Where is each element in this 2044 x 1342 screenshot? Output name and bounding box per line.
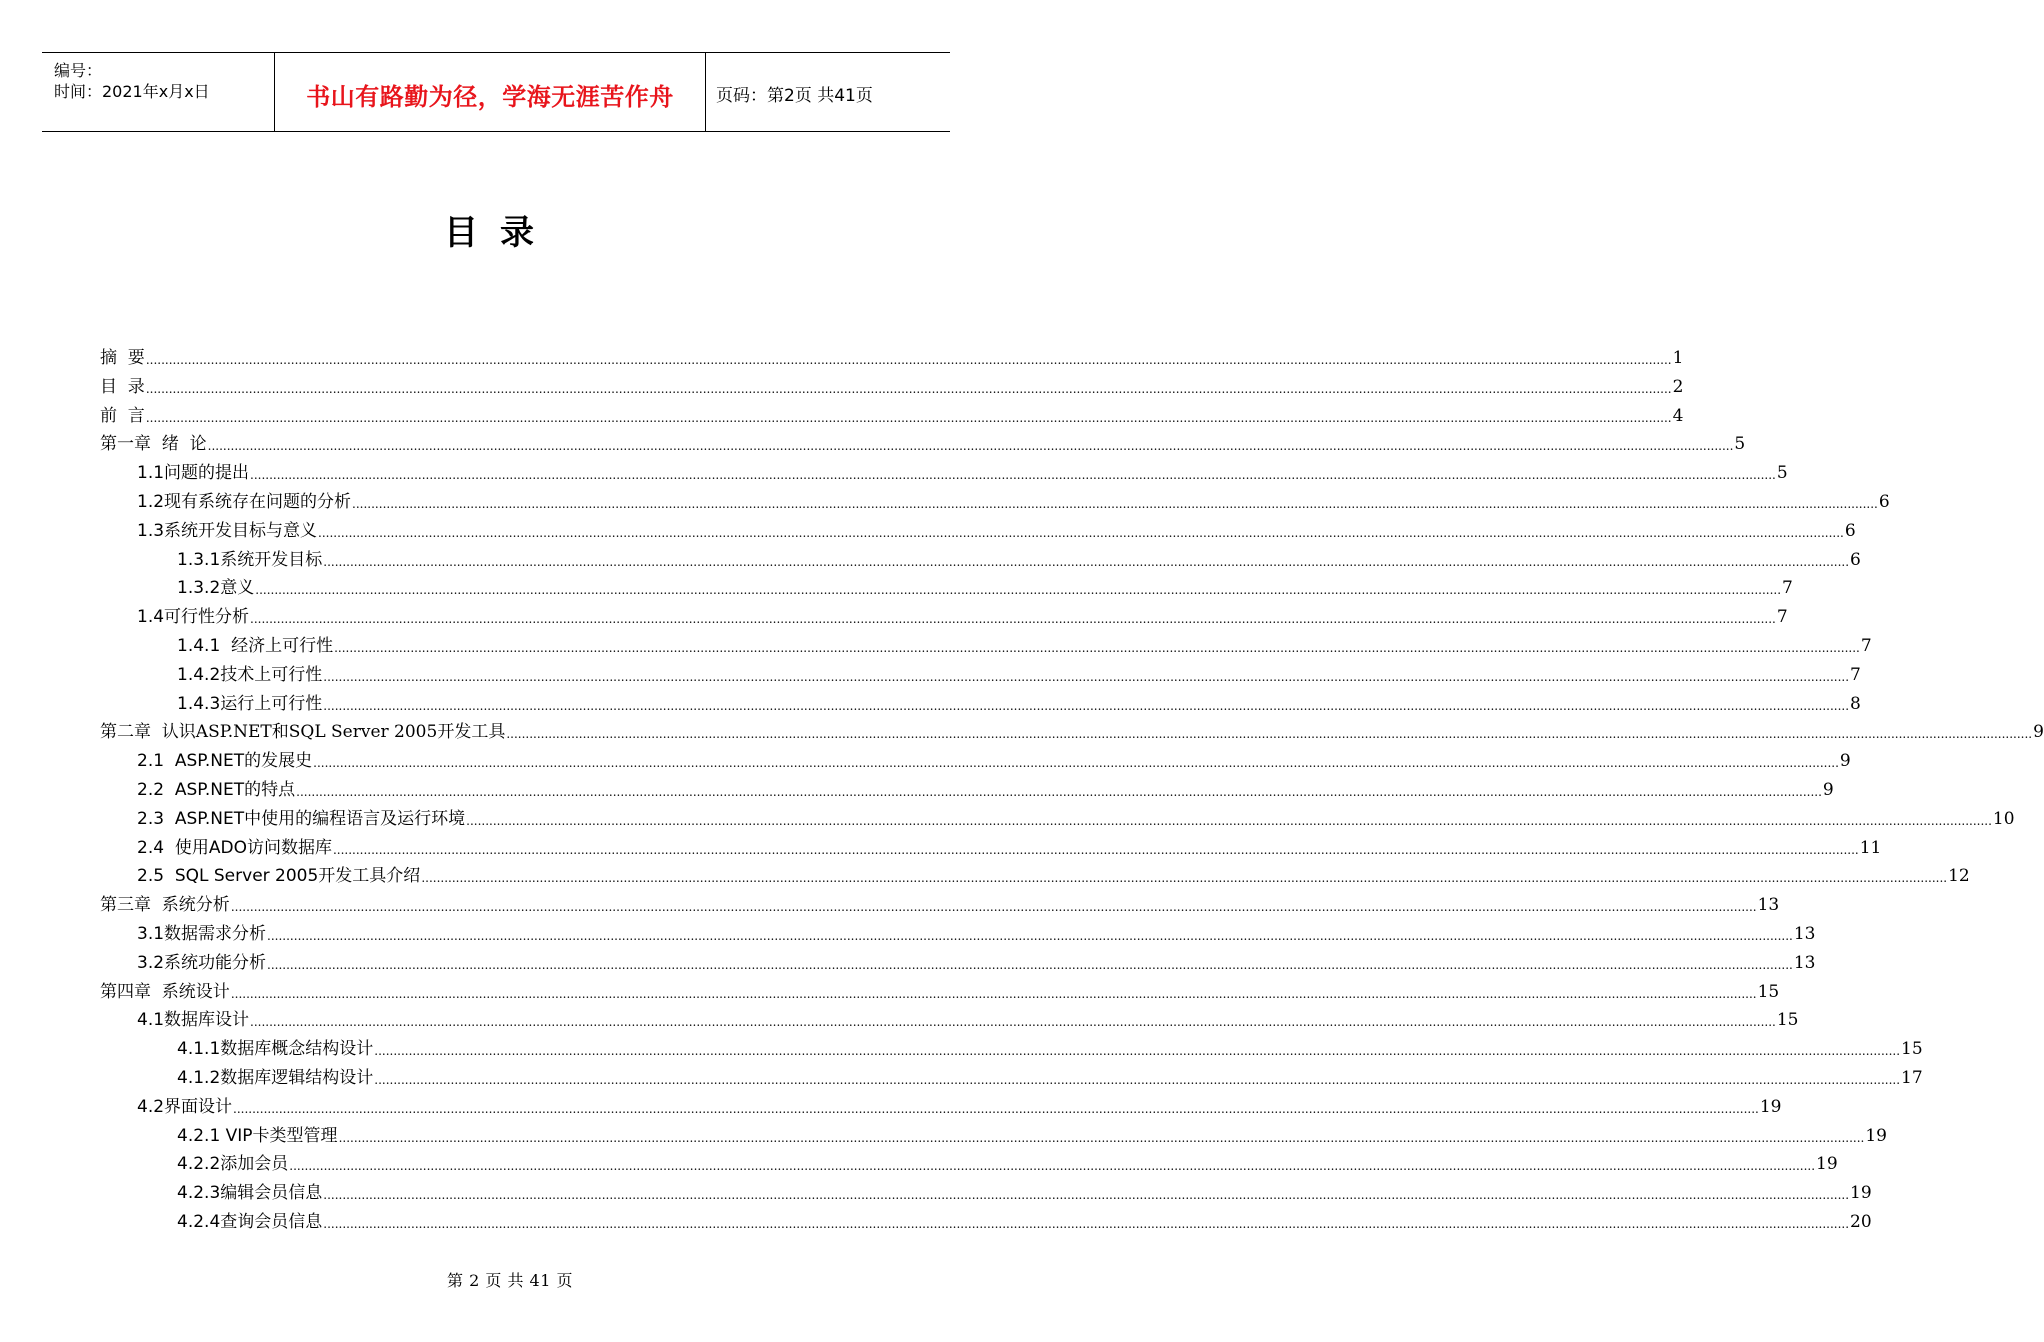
toc-entry-label: 第三章 系统分析 (100, 895, 230, 916)
toc-entry[interactable] (137, 858, 1970, 887)
toc-leader-dots: ................................................................................................................................................................................................................................................................................................................................................................................................................ (233, 1101, 1759, 1116)
toc-entry-label: 前 言 (100, 405, 145, 426)
toc-entry[interactable] (137, 830, 1882, 859)
toc-leader-dots: ................................................................................................................................................................................................................................................................................................................................................................................................................ (230, 986, 1757, 1001)
toc-leader-dots: ................................................................................................................................................................................................................................................................................................................................................................................................................ (145, 353, 1672, 367)
toc-entry-label: 1.4.2技术上可行性 (177, 664, 323, 685)
toc-leader-dots: ................................................................................................................................................................................................................................................................................................................................................................................................................ (323, 554, 1850, 569)
toc-entry[interactable] (177, 686, 1861, 715)
document-header (42, 52, 950, 132)
toc-leader-dots: ................................................................................................................................................................................................................................................................................................................................................................................................................ (255, 583, 1782, 598)
toc-leader-dots: ................................................................................................................................................................................................................................................................................................................................................................................................................ (230, 900, 1757, 915)
header-motto: 书山有路勤为径，学海无涯苦作舟 (306, 82, 674, 111)
header-middle-cell (275, 53, 706, 131)
toc-entry-label: 1.3.2意义 (177, 578, 255, 599)
toc-leader-dots: ................................................................................................................................................................................................................................................................................................................................................................................................................ (506, 727, 2033, 742)
toc-entry[interactable] (177, 570, 1793, 599)
toc-entry[interactable] (177, 542, 1861, 571)
toc-entry[interactable] (177, 1118, 1887, 1147)
toc-entry-page: 6 (1844, 520, 1856, 541)
toc-entry[interactable] (137, 599, 1788, 628)
header-right-cell (706, 53, 950, 131)
toc-leader-dots: ................................................................................................................................................................................................................................................................................................................................................................................................................ (323, 698, 1850, 713)
toc-entry-label: 1.2现有系统存在问题的分析 (137, 492, 352, 512)
toc-leader-dots: ................................................................................................................................................................................................................................................................................................................................................................................................................ (421, 871, 1948, 886)
toc-entry-page: 15 (1901, 1039, 1923, 1060)
document-time-label: 时间：2021年x月x日 (54, 82, 210, 101)
toc-entry[interactable] (100, 426, 1746, 455)
toc-entry[interactable] (137, 1089, 1782, 1118)
toc-entry-page: 6 (1878, 492, 1890, 512)
toc-entry-page: 13 (1793, 924, 1816, 944)
toc-entry[interactable] (137, 513, 1856, 542)
toc-leader-dots: ................................................................................................................................................................................................................................................................................................................................................................................................................ (334, 641, 1860, 655)
toc-entry-label: 4.2.1 VIP卡类型管理 (177, 1125, 338, 1146)
toc-entry[interactable] (100, 714, 2044, 743)
toc-leader-dots: ................................................................................................................................................................................................................................................................................................................................................................................................................ (250, 1015, 1776, 1030)
toc-entry-label: 3.2系统功能分析 (137, 952, 267, 973)
toc-leader-dots: ................................................................................................................................................................................................................................................................................................................................................................................................................ (466, 813, 1992, 828)
toc-entry[interactable] (177, 657, 1861, 686)
toc-entry-label: 第二章 认识ASP.NET和SQL Server 2005开发工具 (100, 722, 506, 743)
toc-entry-page: 11 (1859, 837, 1882, 858)
toc-entry[interactable] (137, 484, 1890, 513)
toc-entry-label: 2.4 使用ADO访问数据库 (137, 837, 332, 858)
toc-leader-dots: ................................................................................................................................................................................................................................................................................................................................................................................................................ (332, 842, 1859, 857)
toc-entry-label: 2.2 ASP.NET的特点 (137, 780, 296, 800)
toc-entry-page: 7 (1850, 664, 1861, 685)
toc-entry[interactable] (177, 1060, 1923, 1089)
toc-leader-dots: ................................................................................................................................................................................................................................................................................................................................................................................................................ (338, 1130, 1865, 1145)
toc-entry-label: 4.2界面设计 (137, 1096, 233, 1117)
toc-entry-page: 15 (1757, 981, 1780, 1002)
document-number-label: 编号： (54, 61, 103, 80)
toc-entry-page: 12 (1948, 866, 1970, 887)
toc-entry-label: 第四章 系统设计 (100, 981, 230, 1002)
toc-entry[interactable] (137, 801, 2015, 830)
toc-leader-dots: ................................................................................................................................................................................................................................................................................................................................................................................................................ (318, 525, 1844, 540)
toc-entry-label: 3.1数据需求分析 (137, 924, 267, 944)
toc-entry-label: 1.3系统开发目标与意义 (137, 520, 318, 541)
toc-entry[interactable] (177, 1175, 1872, 1204)
toc-entry-page: 7 (1860, 636, 1872, 656)
toc-entry-page: 17 (1901, 1068, 1923, 1088)
toc-entry-label: 4.1.1数据库概念结构设计 (177, 1039, 374, 1060)
toc-entry-label: 2.5 SQL Server 2005开发工具介绍 (137, 866, 421, 887)
toc-leader-dots: ................................................................................................................................................................................................................................................................................................................................................................................................................ (145, 381, 1672, 396)
toc-leader-dots: ................................................................................................................................................................................................................................................................................................................................................................................................................ (145, 410, 1672, 425)
toc-entry[interactable] (100, 340, 1684, 369)
toc-entry-page: 9 (1822, 780, 1834, 800)
toc-leader-dots: ................................................................................................................................................................................................................................................................................................................................................................................................................ (267, 929, 1793, 943)
page-title: 目录 (444, 213, 556, 253)
toc-leader-dots: ................................................................................................................................................................................................................................................................................................................................................................................................................ (323, 669, 1850, 684)
toc-leader-dots: ................................................................................................................................................................................................................................................................................................................................................................................................................ (374, 1073, 1901, 1087)
toc-entry[interactable] (137, 1002, 1799, 1031)
toc-entry-page: 7 (1776, 607, 1788, 628)
toc-entry-page: 19 (1759, 1096, 1782, 1117)
toc-entry-label: 1.1问题的提出 (137, 463, 250, 484)
toc-entry-page: 13 (1757, 895, 1780, 916)
toc-entry[interactable] (177, 1204, 1872, 1233)
toc-entry-page: 1 (1672, 348, 1684, 368)
toc-entry[interactable] (137, 945, 1816, 974)
toc-entry-page: 5 (1734, 434, 1746, 455)
toc-entry[interactable] (137, 455, 1788, 484)
toc-entry-page: 7 (1782, 578, 1793, 599)
toc-leader-dots: ................................................................................................................................................................................................................................................................................................................................................................................................................ (374, 1044, 1901, 1059)
toc-entry[interactable] (100, 887, 1780, 916)
toc-entry-label: 4.1数据库设计 (137, 1010, 250, 1031)
toc-leader-dots: ................................................................................................................................................................................................................................................................................................................................................................................................................ (250, 612, 1776, 627)
toc-leader-dots: ................................................................................................................................................................................................................................................................................................................................................................................................................ (352, 497, 1878, 511)
toc-entry-label: 摘 要 (100, 348, 145, 368)
toc-entry-page: 15 (1776, 1010, 1799, 1031)
toc-entry-label: 第一章 绪 论 (100, 434, 207, 455)
toc-entry-label: 1.3.1系统开发目标 (177, 549, 323, 570)
toc-entry-label: 4.2.3编辑会员信息 (177, 1183, 323, 1204)
toc-entry-label: 2.3 ASP.NET中使用的编程语言及运行环境 (137, 808, 466, 829)
toc-leader-dots: ................................................................................................................................................................................................................................................................................................................................................................................................................ (250, 468, 1776, 483)
toc-entry-label: 1.4.3运行上可行性 (177, 693, 323, 714)
toc-entry-page: 4 (1672, 405, 1684, 426)
toc-entry-label: 1.4可行性分析 (137, 607, 250, 628)
toc-entry[interactable] (100, 974, 1780, 1003)
toc-entry[interactable] (177, 1146, 1838, 1175)
toc-entry[interactable] (137, 916, 1816, 945)
toc-entry-label: 目 录 (100, 376, 145, 397)
toc-leader-dots: ................................................................................................................................................................................................................................................................................................................................................................................................................ (313, 756, 1839, 771)
toc-entry-label: 4.1.2数据库逻辑结构设计 (177, 1068, 374, 1088)
toc-entry-page: 2 (1672, 376, 1684, 397)
toc-leader-dots: ................................................................................................................................................................................................................................................................................................................................................................................................................ (289, 1159, 1816, 1174)
toc-entry-label: 2.1 ASP.NET的发展史 (137, 751, 313, 772)
toc-entry-page: 19 (1865, 1125, 1887, 1146)
header-page-info: 页码：第2页 共41页 (716, 86, 873, 106)
toc-entry-page: 6 (1850, 549, 1861, 570)
toc-entry[interactable] (137, 743, 1851, 772)
toc-leader-dots: ................................................................................................................................................................................................................................................................................................................................................................................................................ (267, 957, 1793, 972)
page-footer: 第 2 页 共 41 页 (447, 1271, 573, 1290)
toc-leader-dots: ................................................................................................................................................................................................................................................................................................................................................................................................................ (323, 1188, 1850, 1203)
toc-entry-label: 4.2.2添加会员 (177, 1154, 289, 1175)
toc-entry-page: 10 (1992, 808, 2015, 829)
toc-entry-page: 5 (1776, 463, 1788, 484)
toc-entry-page: 20 (1850, 1212, 1872, 1232)
toc-entry-page: 9 (1839, 751, 1851, 772)
toc-entry-label: 1.4.1 经济上可行性 (177, 636, 334, 656)
toc-leader-dots: ................................................................................................................................................................................................................................................................................................................................................................................................................ (207, 439, 1734, 454)
toc-entry-page: 19 (1850, 1183, 1872, 1204)
toc-entry-page: 19 (1816, 1154, 1838, 1175)
toc-entry-label: 4.2.4查询会员信息 (177, 1212, 323, 1232)
toc-entry[interactable] (100, 398, 1684, 427)
toc-entry[interactable] (177, 628, 1872, 657)
toc-entry-page: 9 (2033, 722, 2044, 743)
toc-entry[interactable] (100, 369, 1684, 398)
header-left-cell (42, 53, 275, 131)
toc-leader-dots: ................................................................................................................................................................................................................................................................................................................................................................................................................ (296, 785, 1822, 799)
toc-entry-page: 8 (1850, 693, 1861, 714)
toc-entry-page: 13 (1793, 952, 1816, 973)
toc-entry[interactable] (137, 772, 1834, 801)
toc-leader-dots: ................................................................................................................................................................................................................................................................................................................................................................................................................ (323, 1217, 1850, 1231)
toc-entry[interactable] (177, 1031, 1923, 1060)
